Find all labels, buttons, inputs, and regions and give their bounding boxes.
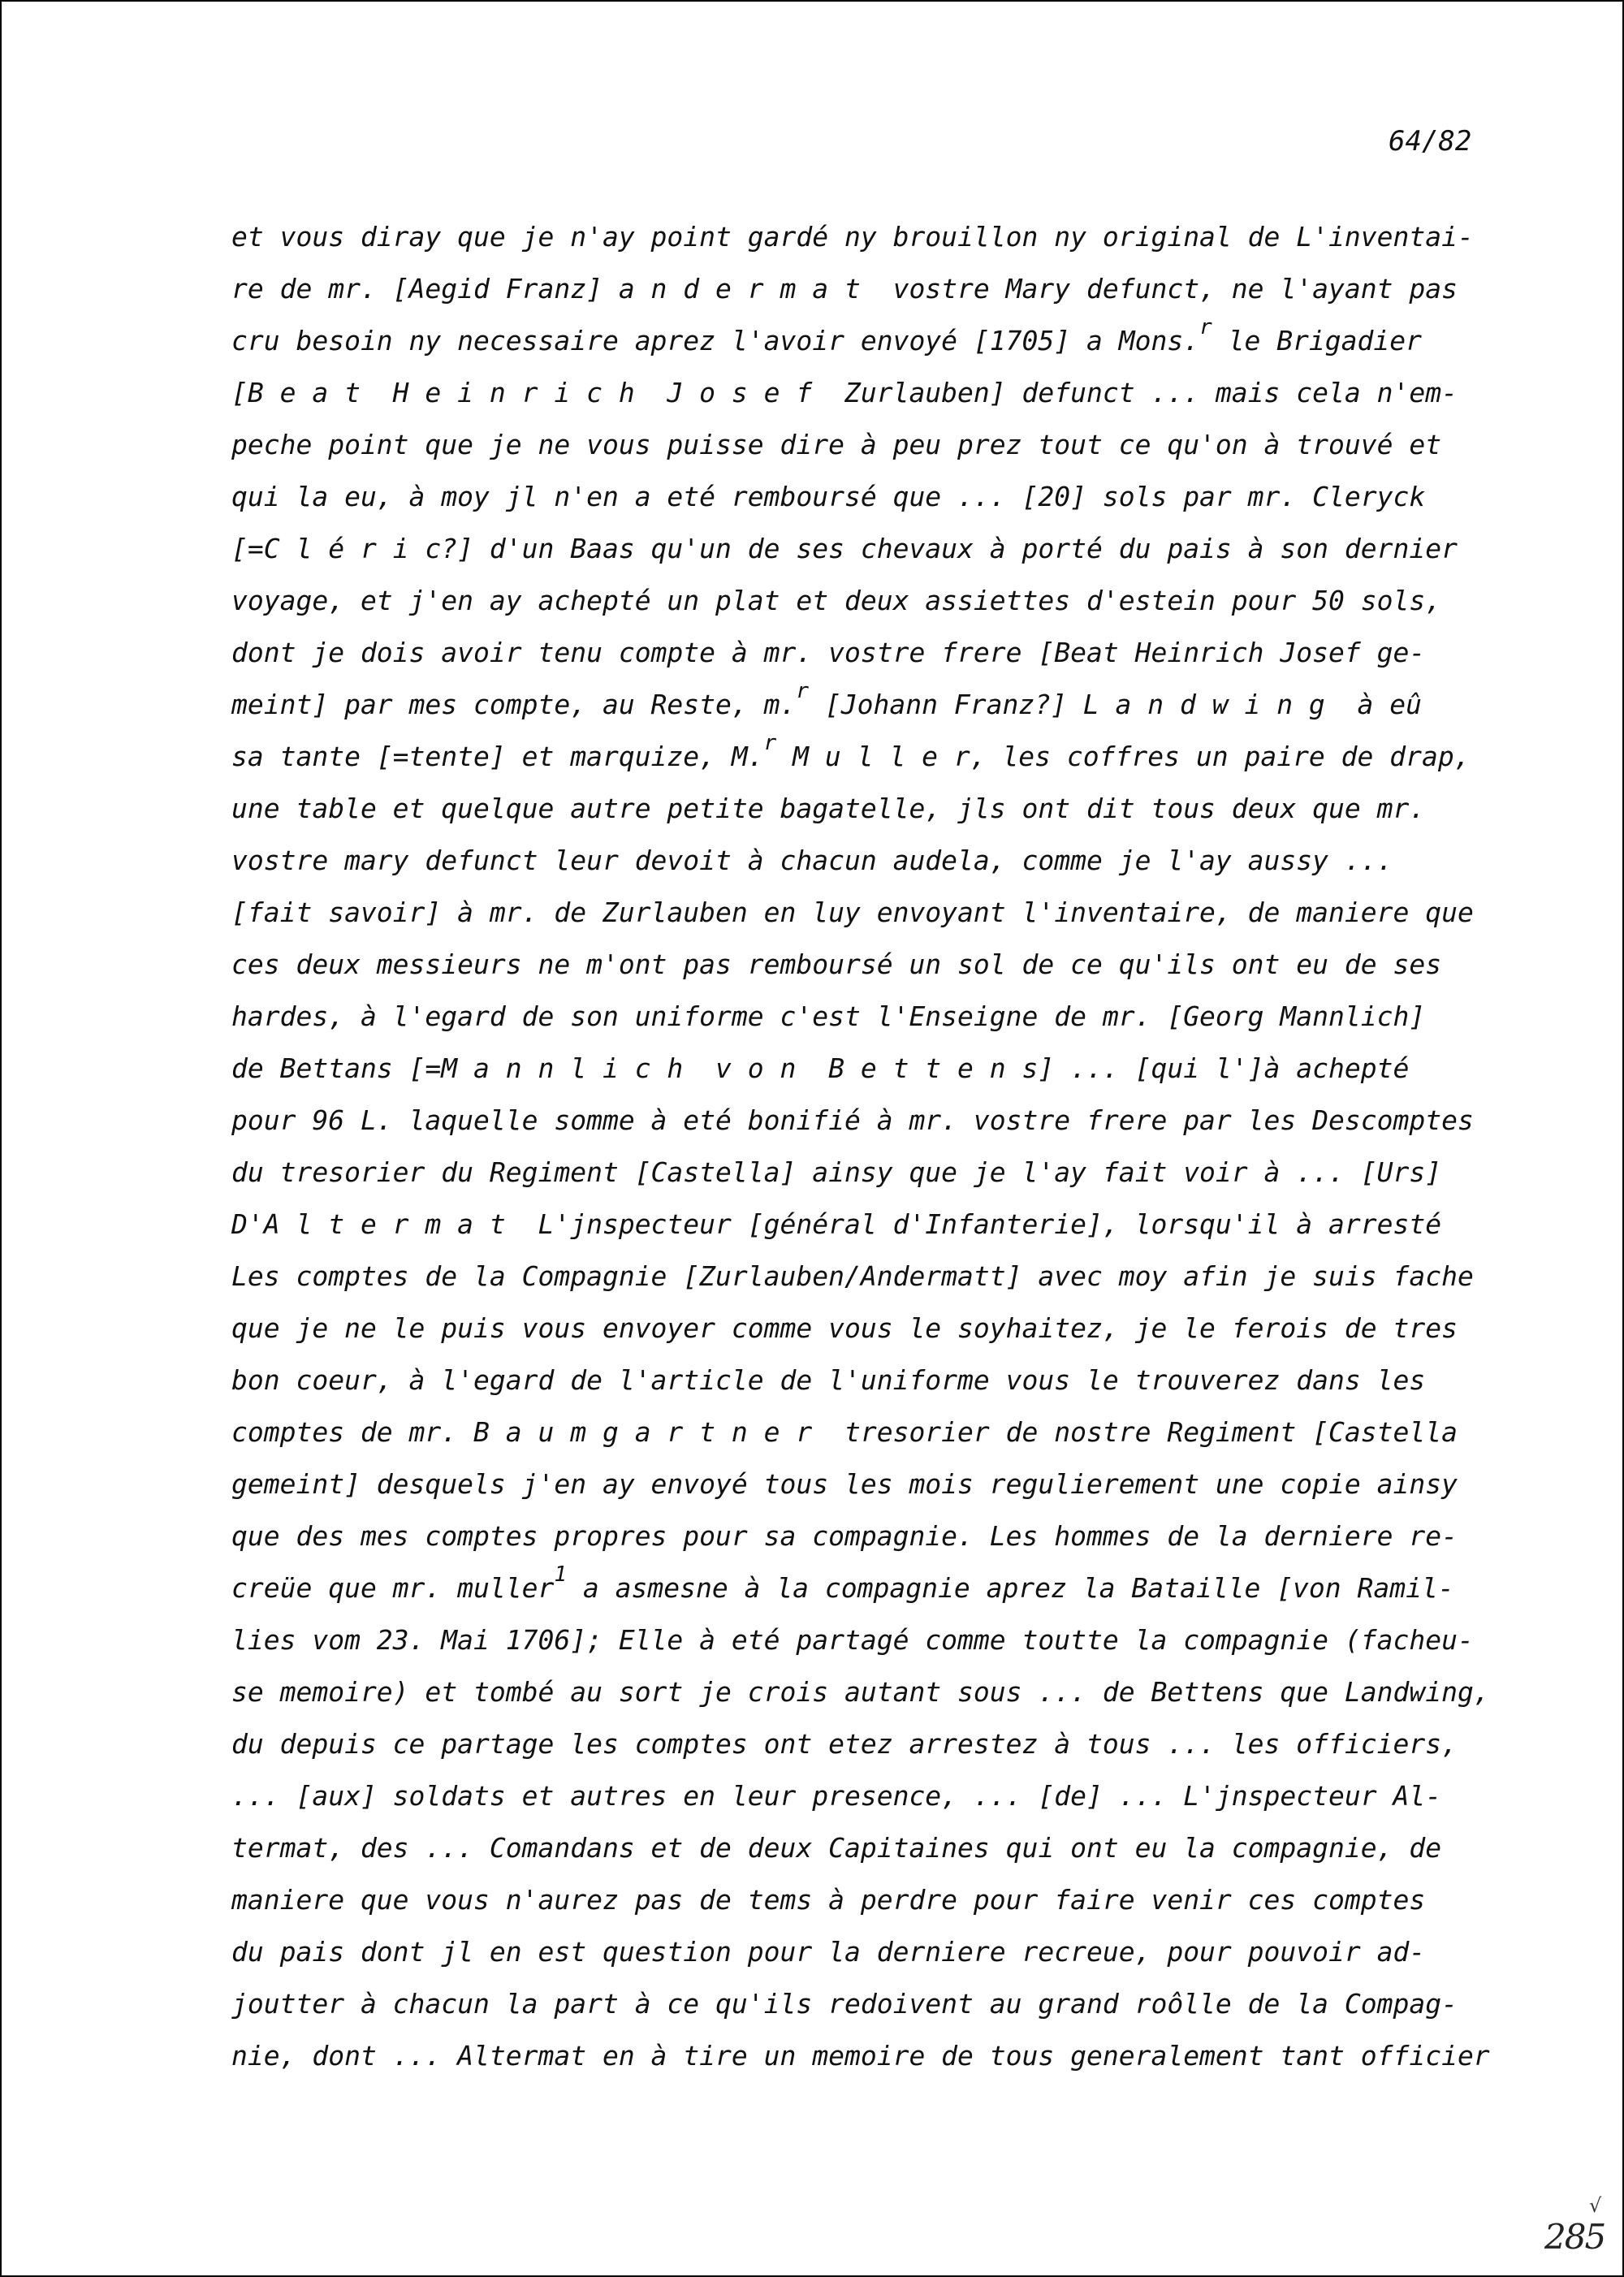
text-line xyxy=(231,1406,1612,1458)
text-line xyxy=(231,939,1612,991)
line-text: ... [aux] soldats et autres en leur presence, ... [de] ... L'jnspecteur Al- xyxy=(231,1780,1442,1812)
line-text: et vous diray que je n'ay point gardé ny brouillon ny original de L'inventai- xyxy=(231,221,1474,253)
text-line xyxy=(231,1355,1612,1406)
line-text: D'A l t e r m a t L'jnspecteur [général d'Infanterie], lorsqu'il à arresté xyxy=(231,1208,1442,1240)
line-text: cru besoin ny necessaire aprez l'avoir envoyé [1705] a Mons. xyxy=(231,325,1200,356)
text-line xyxy=(231,575,1612,627)
check-mark: √ xyxy=(1589,2194,1602,2217)
line-text: a asmesne à la compagnie aprez la Bataille [von Ramil- xyxy=(567,1572,1454,1604)
line-text: hardes, à l'egard de son uniforme c'est l'Enseigne de mr. [Georg Mannlich] xyxy=(231,1000,1426,1032)
line-text: peche point que je ne vous puisse dire à peu prez tout ce qu'on à trouvé et xyxy=(231,429,1442,460)
line-text: M u l l e r, les coffres un paire de drap, xyxy=(776,741,1471,772)
text-line xyxy=(231,627,1612,679)
line-text: [=C l é r i c?] d'un Baas qu'un de ses chevaux à porté du pais à son dernier xyxy=(231,533,1458,564)
text-line xyxy=(231,783,1612,835)
transcription-body xyxy=(231,211,1612,2082)
line-text: du pais dont jl en est question pour la derniere recreue, pour pouvoir ad- xyxy=(231,1936,1426,1968)
text-line xyxy=(231,1770,1612,1822)
line-text: se memoire) et tombé au sort je crois autant sous ... de Bettens que Landwing, xyxy=(231,1676,1490,1708)
line-text: ces deux messieurs ne m'ont pas remboursé un sol de ce qu'ils ont eu de ses xyxy=(231,948,1442,980)
text-line xyxy=(231,1043,1612,1095)
line-text: dont je dois avoir tenu compte à mr. vostre frere [Beat Heinrich Josef ge- xyxy=(231,637,1426,668)
line-text: [Johann Franz?] L a n d w i n g à eû xyxy=(809,689,1423,720)
text-line xyxy=(231,523,1612,575)
text-line xyxy=(231,1614,1612,1666)
text-line xyxy=(231,1718,1612,1770)
line-text: du tresorier du Regiment [Castella] ainsy que je l'ay fait voir à ... [Urs] xyxy=(231,1156,1442,1188)
superscript: r xyxy=(763,731,777,755)
line-text: pour 96 L. laquelle somme à eté bonifié à mr. vostre frere par les Descomptes xyxy=(231,1104,1474,1136)
line-text: bon coeur, à l'egard de l'article de l'uniforme vous le trouverez dans les xyxy=(231,1364,1426,1396)
line-text: comptes de mr. B a u m g a r t n e r tresorier de nostre Regiment [Castella xyxy=(231,1416,1458,1448)
text-line xyxy=(231,731,1612,783)
text-line xyxy=(231,367,1612,419)
text-line xyxy=(231,1458,1612,1510)
line-text: le Brigadier xyxy=(1212,325,1422,356)
text-line xyxy=(231,211,1612,263)
line-text: de Bettans [=M a n n l i c h v o n B e t t e n s] ... [qui l']à achepté xyxy=(231,1052,1410,1084)
superscript: r xyxy=(796,679,810,703)
text-line xyxy=(231,315,1612,367)
text-line xyxy=(231,263,1612,315)
line-text: Les comptes de la Compagnie [Zurlauben/Andermatt] avec moy afin je suis fache xyxy=(231,1260,1474,1292)
line-text: [B e a t H e i n r i c h J o s e f Zurlauben] defunct ... mais cela n'em- xyxy=(231,377,1458,408)
text-line xyxy=(231,1303,1612,1355)
superscript: 1 xyxy=(554,1562,568,1587)
page-number: 64/82 xyxy=(1389,125,1472,158)
line-text: une table et quelque autre petite bagatelle, jls ont dit tous deux que mr. xyxy=(231,793,1426,824)
line-text: lies vom 23. Mai 1706]; Elle à eté partagé comme toutte la compagnie (facheu- xyxy=(231,1624,1474,1656)
text-line xyxy=(231,1926,1612,1978)
superscript: r xyxy=(1199,315,1212,339)
text-line xyxy=(231,887,1612,939)
line-text: re de mr. [Aegid Franz] a n d e r m a t vostre Mary defunct, ne l'ayant pas xyxy=(231,273,1458,305)
text-line xyxy=(231,1874,1612,1926)
text-line xyxy=(231,991,1612,1043)
line-text: meint] par mes compte, au Reste, m. xyxy=(231,689,797,720)
text-line xyxy=(231,1095,1612,1147)
text-line xyxy=(231,835,1612,887)
line-text: termat, des ... Comandans et de deux Capitaines qui ont eu la compagnie, de xyxy=(231,1832,1442,1864)
line-text: [fait savoir] à mr. de Zurlauben en luy envoyant l'inventaire, de maniere que xyxy=(231,897,1474,928)
line-text: que je ne le puis vous envoyer comme vous le soyhaitez, je le ferois de tres xyxy=(231,1312,1458,1344)
line-text: nie, dont ... Altermat en à tire un memoire de tous generalement tant officier xyxy=(231,2040,1490,2072)
text-line xyxy=(231,1199,1612,1251)
line-text: joutter à chacun la part à ce qu'ils redoivent au grand roôlle de la Compag- xyxy=(231,1988,1458,2020)
line-text: que des mes comptes propres pour sa compagnie. Les hommes de la derniere re- xyxy=(231,1520,1458,1552)
line-text: qui la eu, à moy jl n'en a eté remboursé que ... [20] sols par mr. Cleryck xyxy=(231,481,1426,512)
line-text: du depuis ce partage les comptes ont etez arrestez à tous ... les officiers, xyxy=(231,1728,1458,1760)
text-line xyxy=(231,419,1612,471)
text-line xyxy=(231,1562,1612,1614)
text-line xyxy=(231,1666,1612,1718)
text-line xyxy=(231,679,1612,731)
text-line xyxy=(231,1822,1612,1874)
text-line xyxy=(231,1978,1612,2030)
text-line xyxy=(231,1251,1612,1303)
line-text: sa tante [=tente] et marquize, M. xyxy=(231,741,764,772)
text-line xyxy=(231,1147,1612,1199)
handwritten-folio-number: 285 xyxy=(1544,2217,1605,2257)
line-text: voyage, et j'en ay achepté un plat et deux assiettes d'estein pour 50 sols, xyxy=(231,585,1442,616)
text-line xyxy=(231,2030,1612,2082)
line-text: gemeint] desquels j'en ay envoyé tous les mois regulierement une copie ainsy xyxy=(231,1468,1458,1500)
line-text: creüe que mr. muller xyxy=(231,1572,555,1604)
line-text: vostre mary defunct leur devoit à chacun audela, comme je l'ay aussy ... xyxy=(231,845,1393,876)
text-line xyxy=(231,471,1612,523)
line-text: maniere que vous n'aurez pas de tems à perdre pour faire venir ces comptes xyxy=(231,1884,1426,1916)
text-line xyxy=(231,1510,1612,1562)
